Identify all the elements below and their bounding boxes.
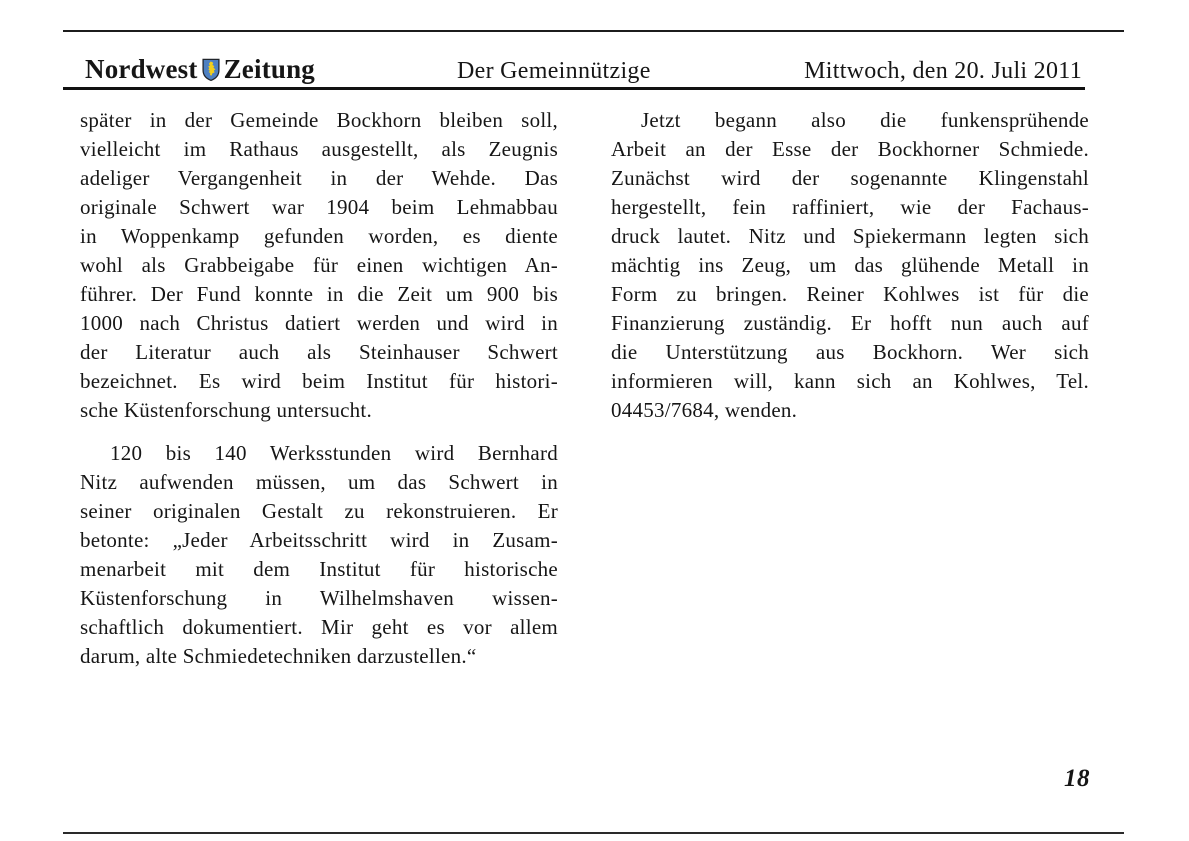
- text-line: vielleicht im Rathaus ausgestellt, als Zeugnis: [80, 137, 558, 161]
- text-line: 120 bis 140 Werksstunden wird Bernhard: [110, 441, 558, 465]
- header-rule: [63, 87, 1085, 90]
- text-line: darum, alte Schmiedetechniken darzustellen.“: [80, 644, 477, 668]
- masthead: [85, 54, 315, 88]
- text-line: Form zu bringen. Reiner Kohlwes ist für die: [611, 282, 1089, 306]
- text-line: hergestellt, fein raffiniert, wie der Fachaus-: [611, 195, 1089, 219]
- top-rule: [63, 30, 1124, 32]
- section-title: Der Gemeinnützige: [457, 58, 651, 84]
- masthead-left-text: Nordwest: [85, 54, 198, 84]
- text-line: Jetzt begann also die funkensprühende: [641, 108, 1089, 132]
- masthead-right-text: Zeitung: [223, 54, 316, 84]
- text-line: seiner originalen Gestalt zu rekonstruieren. Er: [80, 499, 558, 523]
- text-line: Nitz aufwenden müssen, um das Schwert in: [80, 470, 558, 494]
- article-column-left: [80, 106, 558, 671]
- text-line: druck lautet. Nitz und Spiekermann legten sich: [611, 224, 1089, 248]
- text-line: führer. Der Fund konnte in die Zeit um 900 bis: [80, 282, 558, 306]
- text-line: 1000 nach Christus datiert werden und wird in: [80, 311, 558, 335]
- text-line: schaftlich dokumentiert. Mir geht es vor allem: [80, 615, 558, 639]
- text-line: die Unterstützung aus Bockhorn. Wer sich: [611, 340, 1089, 364]
- paragraph: [80, 439, 558, 671]
- text-line: später in der Gemeinde Bockhorn bleiben soll,: [80, 108, 558, 132]
- text-line: 04453/7684, wenden.: [611, 398, 798, 422]
- issue-date: Mittwoch, den 20. Juli 2011: [804, 58, 1082, 84]
- text-line: Finanzierung zuständig. Er hofft nun auch auf: [611, 311, 1089, 335]
- text-line: betonte: „Jeder Arbeitsschritt wird in Zusam-: [80, 528, 558, 552]
- paragraph: [611, 106, 1089, 425]
- text-line: der Literatur auch als Steinhauser Schwert: [80, 340, 558, 364]
- bockhorn-crest-icon: [202, 58, 220, 88]
- text-line: sche Küstenforschung untersucht.: [80, 398, 373, 422]
- text-line: originale Schwert war 1904 beim Lehmabbau: [80, 195, 558, 219]
- text-line: mächtig ins Zeug, um das glühende Metall in: [611, 253, 1089, 277]
- text-line: Küstenforschung in Wilhelmshaven wissen-: [80, 586, 558, 610]
- text-line: Zunächst wird der sogenannte Klingenstahl: [611, 166, 1089, 190]
- text-line: menarbeit mit dem Institut für historische: [80, 557, 558, 581]
- bottom-rule: [63, 832, 1124, 834]
- text-line: in Woppenkamp gefunden worden, es diente: [80, 224, 558, 248]
- article-column-right: [611, 106, 1089, 425]
- text-line: adeliger Vergangenheit in der Wehde. Das: [80, 166, 558, 190]
- text-line: bezeichnet. Es wird beim Institut für histori-: [80, 369, 558, 393]
- page-number: 18: [1064, 765, 1090, 792]
- text-line: Arbeit an der Esse der Bockhorner Schmiede.: [611, 137, 1089, 161]
- paragraph: [80, 106, 558, 425]
- text-line: informieren will, kann sich an Kohlwes, Tel.: [611, 369, 1089, 393]
- text-line: wohl als Grabbeigabe für einen wichtigen An-: [80, 253, 558, 277]
